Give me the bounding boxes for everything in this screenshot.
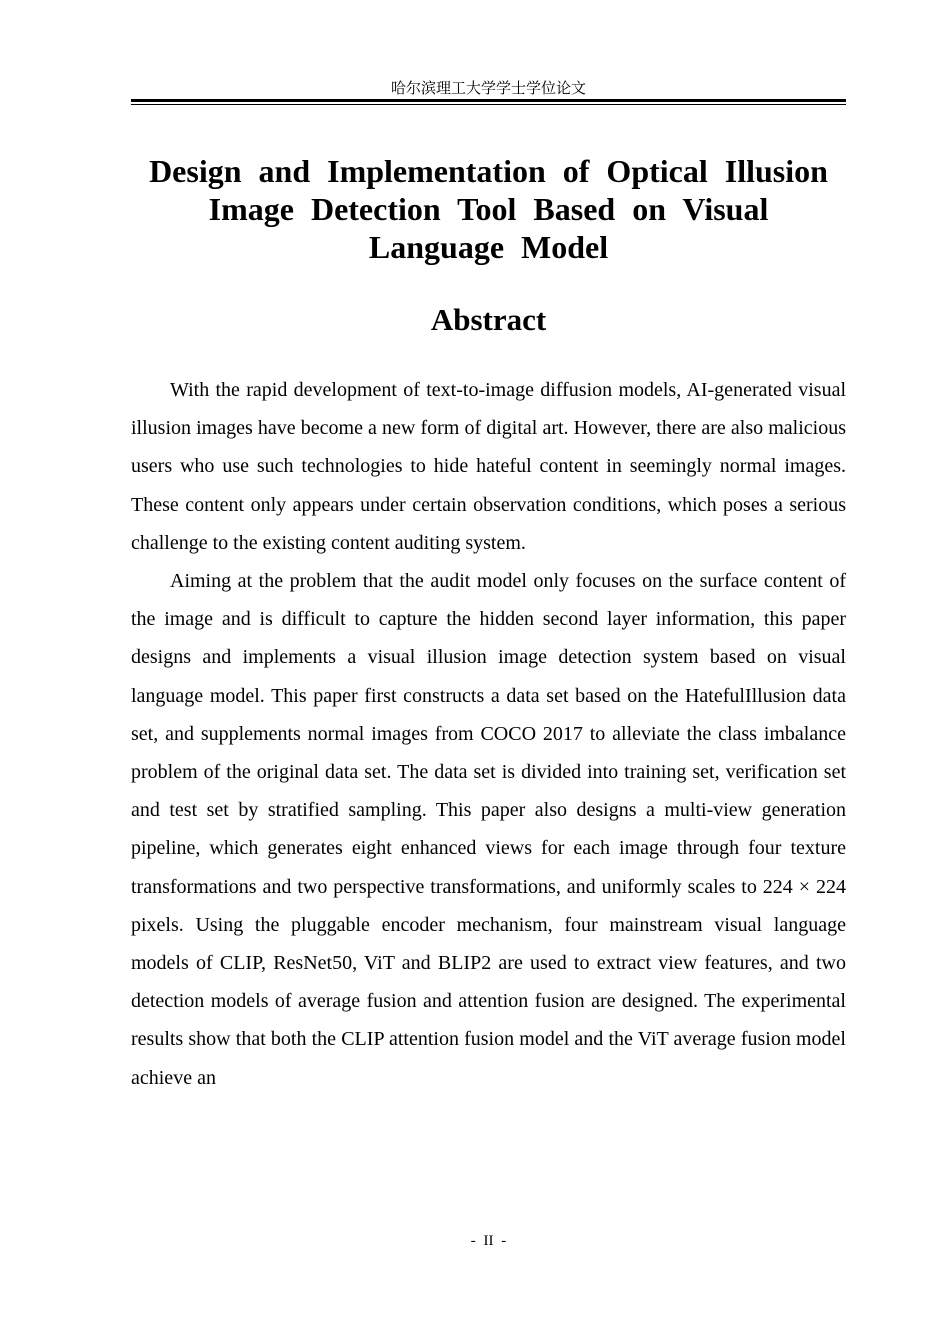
title-line-3: Language Model <box>368 229 609 265</box>
abstract-body <box>131 371 846 1097</box>
abstract-heading: Abstract <box>430 302 547 337</box>
running-header: 哈尔滨理工大学学士学位论文 <box>390 79 586 97</box>
header-rule-thick <box>131 99 846 102</box>
title-line-1: Design and Implementation of Optical Illusion <box>149 153 828 189</box>
abstract-paragraph-2: Aiming at the problem that the audit model only focuses on the surface content of the image and is difficult to capture the hidden second layer information, this paper designs and implements a visual illusion image detection system based on visual language model. This paper first constructs a data set based on the HatefulIllusion data set, and supplements normal images from COCO 2017 to alleviate the class imbalance problem of the original data set. The data set is divided into training set, verification set and test set by stratified sampling. This paper also designs a multi-view generation pipeline, which generates eight enhanced views for each image through four texture transformations and two perspective transformations, and uniformly scales to 224 × 224 pixels. Using the pluggable encoder mechanism, four mainstream visual language models of CLIP, ResNet50, ViT and BLIP2 are used to extract view features, and two detection models of average fusion and attention fusion are designed. The experimental results show that both the CLIP attention fusion model and the ViT average fusion model achieve an <box>131 570 846 1089</box>
abstract-paragraph-1: With the rapid development of text-to-image diffusion models, AI-generated visual illusion images have become a new form of digital art. However, there are also malicious users who use such technologies to hide hateful content in seemingly normal images. These content only appears under certain observation conditions, which poses a serious challenge to the existing content auditing system. <box>131 379 846 554</box>
page-number: - II - <box>470 1233 507 1249</box>
title-line-2: Image Detection Tool Based on Visual <box>208 191 769 227</box>
header-rule-thin <box>131 104 846 105</box>
paper-title <box>131 152 846 266</box>
